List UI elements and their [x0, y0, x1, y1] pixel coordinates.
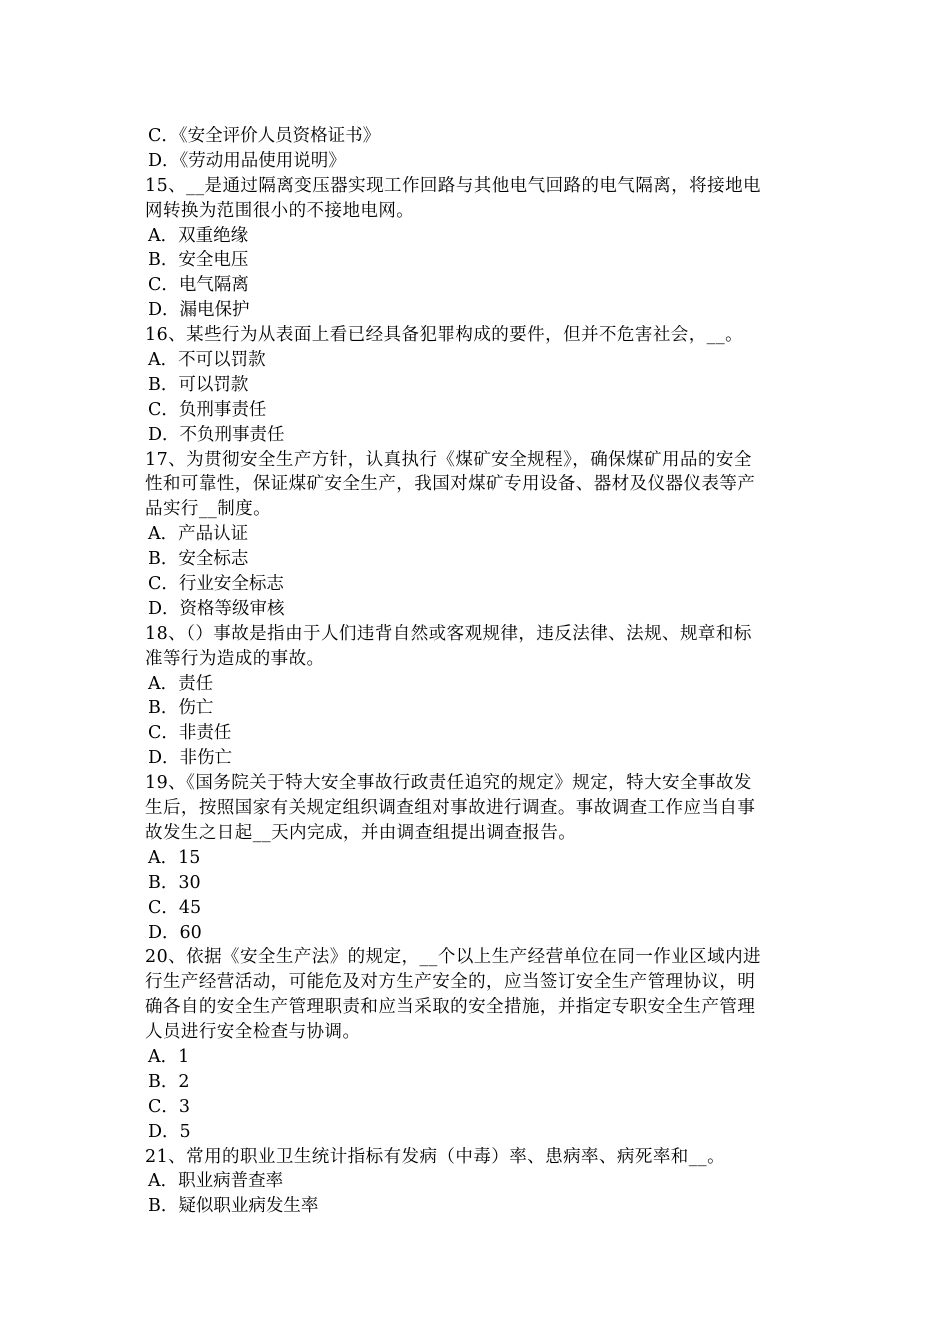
option-line: A．责任: [148, 673, 214, 694]
question-line: 准等行为造成的事故。: [145, 648, 325, 669]
question-line: 20、依据《安全生产法》的规定，__个以上生产经营单位在同一作业区域内进: [145, 947, 761, 968]
option-line: C．3: [148, 1096, 191, 1117]
option-line: D．60: [148, 922, 202, 943]
option-line: B．可以罚款: [148, 374, 249, 395]
option-line: B．安全电压: [148, 250, 249, 271]
option-line: D．不负刑事责任: [148, 424, 285, 445]
option-line: A．不可以罚款: [148, 350, 266, 371]
option-line: C．《安全评价人员资格证书》: [148, 126, 381, 146]
option-line: B．2: [148, 1071, 190, 1092]
option-line: C．非责任: [148, 723, 232, 744]
option-line: A．产品认证: [148, 524, 249, 545]
question-line: 故发生之日起__天内完成，并由调查组提出调查报告。: [145, 822, 577, 843]
option-line: C．电气隔离: [148, 275, 249, 296]
option-line: A．1: [148, 1046, 190, 1067]
question-line: 品实行__制度。: [145, 499, 272, 520]
question-line: 18、（）事故是指由于人们违背自然或客观规律，违反法律、法规、规章和标: [145, 623, 752, 644]
question-line: 15、__是通过隔离变压器实现工作回路与其他电气回路的电气隔离，将接地电: [145, 175, 761, 196]
option-line: B．安全标志: [148, 549, 249, 570]
option-line: D．漏电保护: [148, 300, 250, 321]
option-line: A．15: [148, 847, 201, 868]
question-line: 17、为贯彻安全生产方针，认真执行《煤矿安全规程》，确保煤矿用品的安全: [145, 449, 752, 470]
question-line: 19、《国务院关于特大安全事故行政责任追究的规定》规定，特大安全事故发: [145, 773, 752, 794]
question-line: 网转换为范围很小的不接地电网。: [145, 200, 415, 221]
question-line: 16、某些行为从表面上看已经具备犯罪构成的要件，但并不危害社会，__。: [145, 325, 744, 346]
option-line: C．负刑事责任: [148, 399, 267, 420]
question-line: 行生产经营活动，可能危及对方生产安全的，应当签订安全生产管理协议，明: [145, 972, 756, 993]
option-line: A．双重绝缘: [148, 225, 249, 246]
option-line: D．资格等级审核: [148, 598, 285, 619]
option-line: A．职业病普查率: [148, 1171, 284, 1192]
option-line: D．非伤亡: [148, 748, 233, 769]
option-line: D．5: [148, 1121, 191, 1142]
question-line: 人员进行安全检查与协调。: [145, 1022, 361, 1043]
option-line: C．行业安全标志: [148, 574, 284, 595]
option-line: D．《劳动用品使用说明》: [148, 150, 346, 171]
option-line: B．30: [148, 872, 201, 893]
option-line: B．伤亡: [148, 698, 214, 719]
option-line: B．疑似职业病发生率: [148, 1196, 319, 1217]
question-line: 21、常用的职业卫生统计指标有发病（中毒）率、患病率、病死率和__。: [145, 1146, 726, 1167]
document-page: [145, 124, 810, 1219]
option-line: C．45: [148, 897, 202, 918]
question-line: 性和可靠性，保证煤矿安全生产，我国对煤矿专用设备、器材及仪器仪表等产: [145, 474, 756, 495]
question-line: 生后，按照国家有关规定组织调查组对事故进行调查。事故调查工作应当自事: [145, 798, 756, 819]
question-line: 确各自的安全生产管理职责和应当采取的安全措施，并指定专职安全生产管理: [145, 997, 756, 1018]
